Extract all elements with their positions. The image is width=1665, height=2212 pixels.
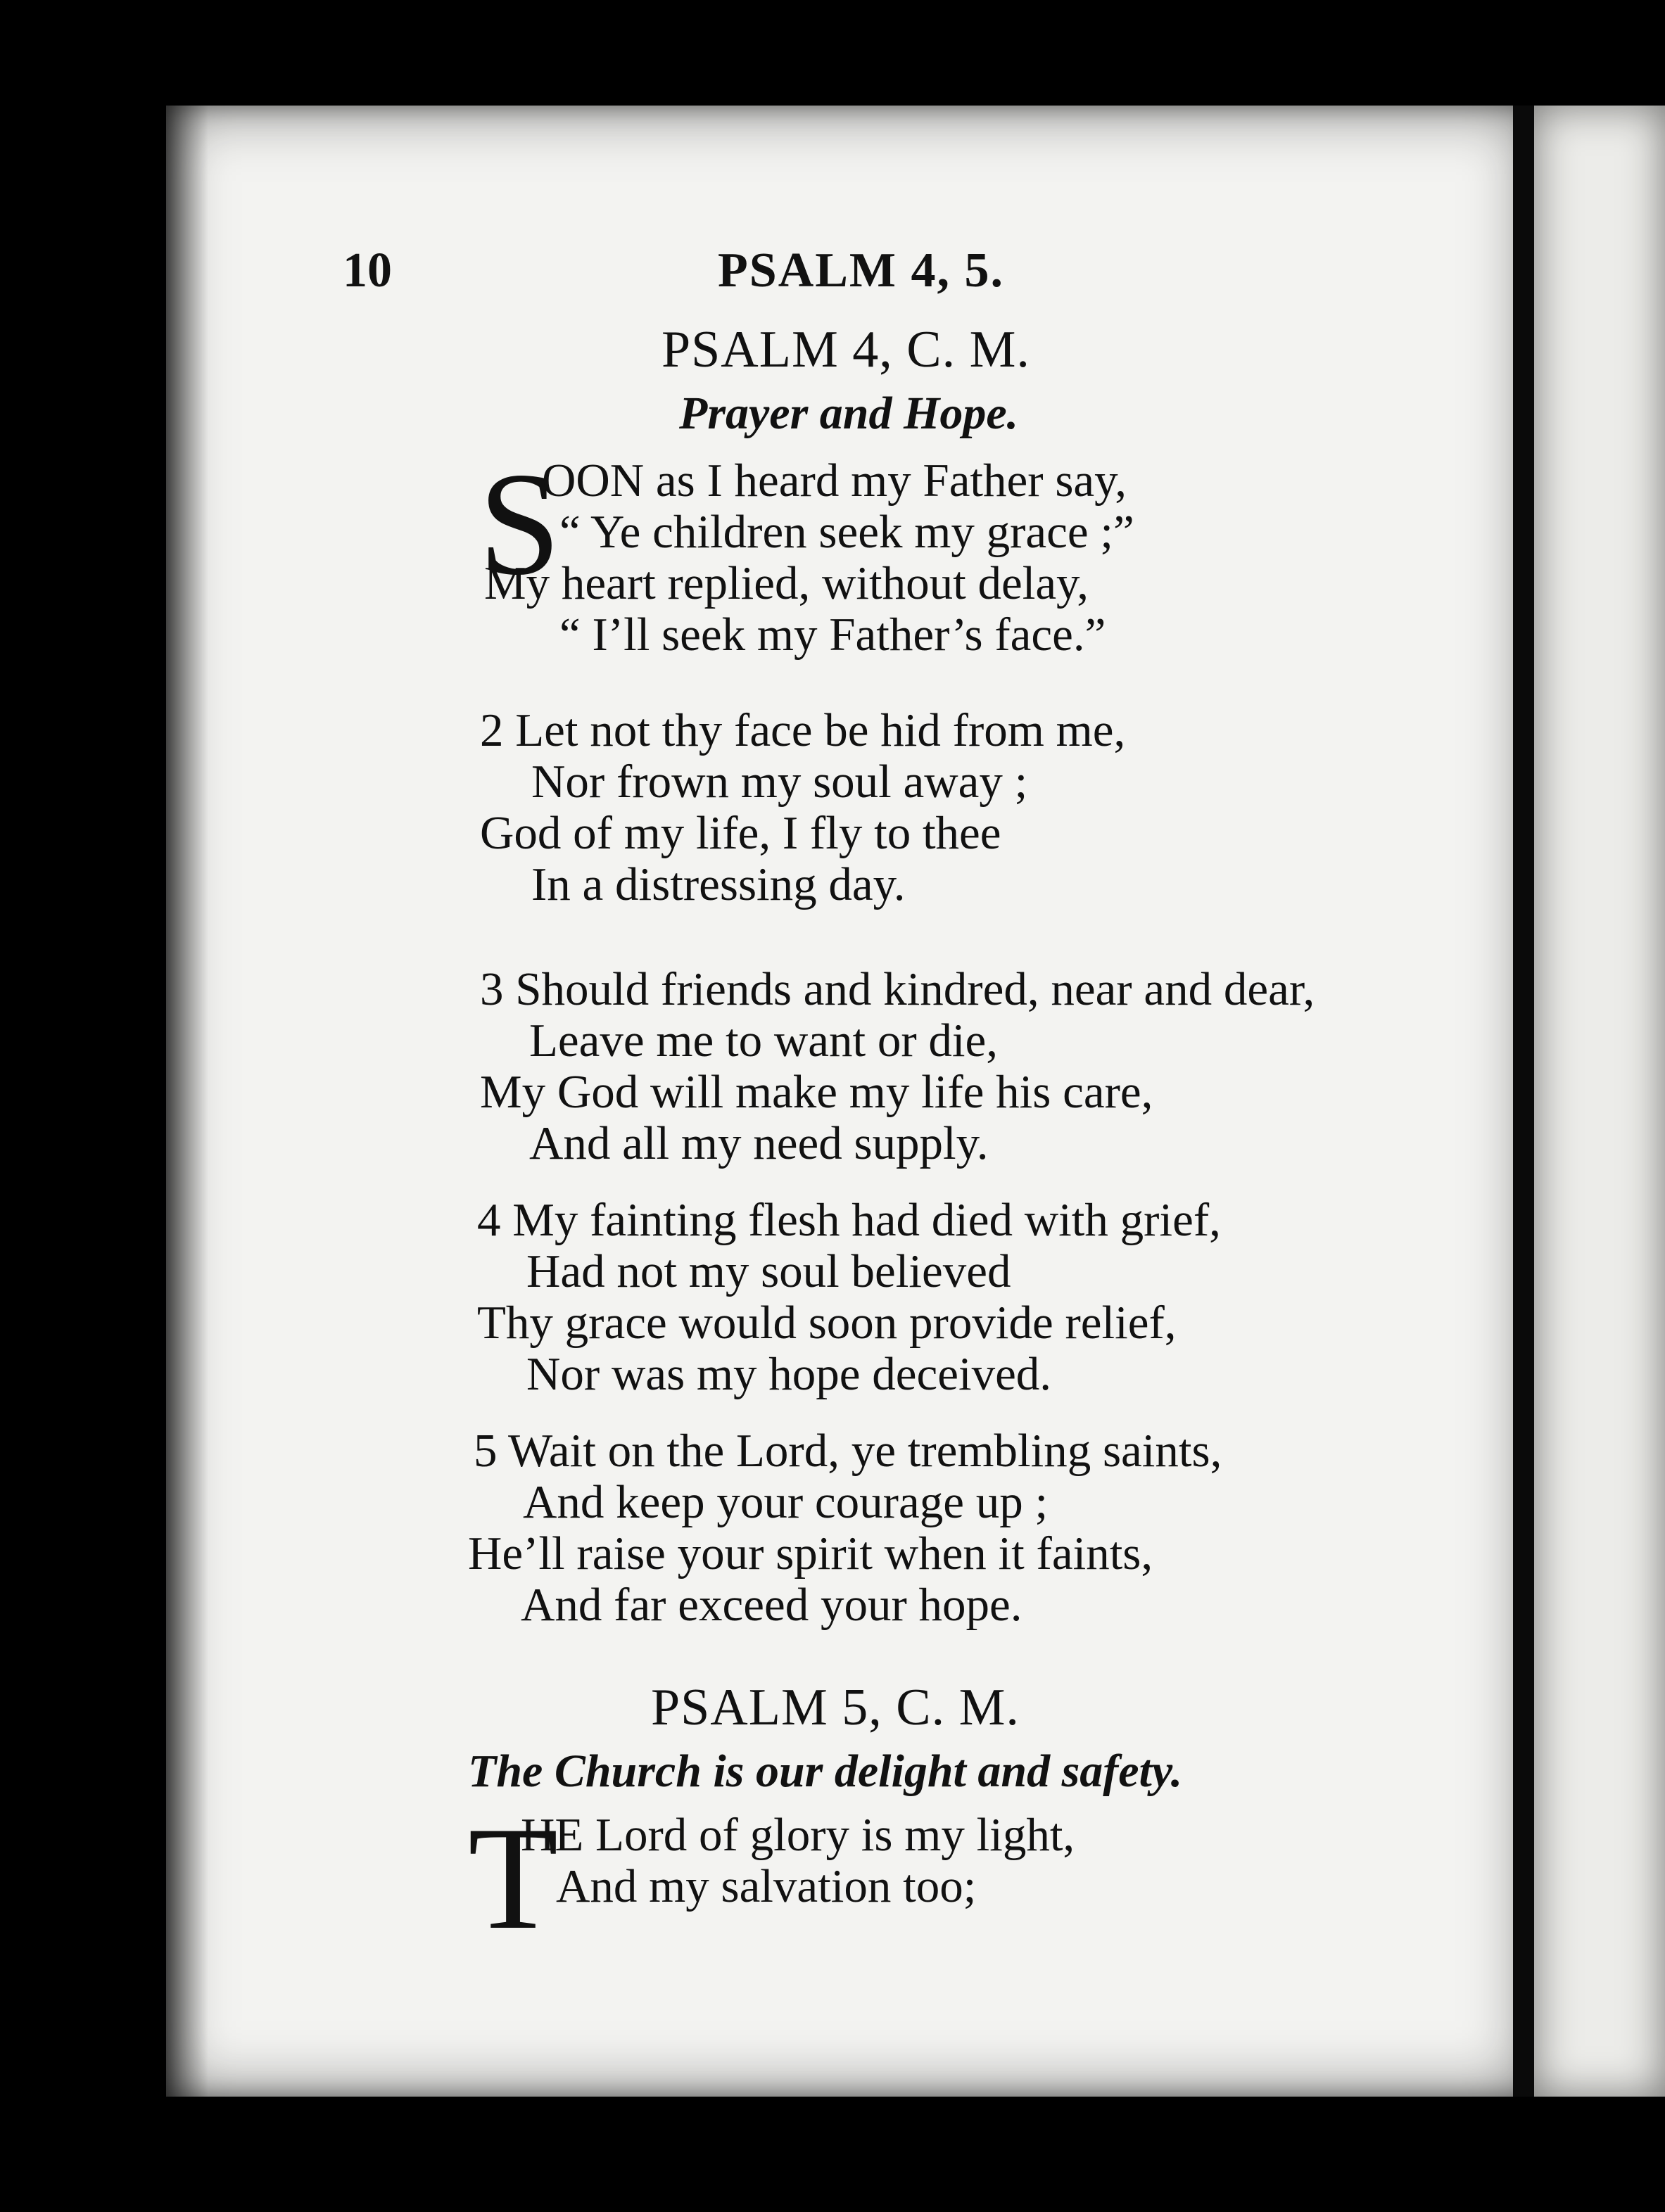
verse-line: In a distressing day. xyxy=(531,858,906,910)
verse-line: My God will make my life his care, xyxy=(480,1066,1153,1118)
spine-shadow xyxy=(166,106,208,2097)
psalm4-subtitle: Prayer and Hope. xyxy=(679,388,1019,439)
verse-line: OON as I heard my Father say, xyxy=(542,455,1127,507)
verse-line: “ Ye children seek my grace ;” xyxy=(559,506,1134,558)
verse-line: Nor was my hope deceived. xyxy=(526,1348,1052,1400)
verse-line: He’ll raise your spirit when it faints, xyxy=(468,1527,1153,1579)
verse-line: My heart replied, without delay, xyxy=(484,557,1089,609)
page-edge xyxy=(1513,106,1534,2097)
verse-line: 5 Wait on the Lord, ye trembling saints, xyxy=(474,1425,1222,1477)
facing-page xyxy=(1534,106,1665,2097)
verse-line: And all my need supply. xyxy=(529,1117,989,1169)
scan-border xyxy=(0,2097,1665,2212)
verse-line: And my salvation too; xyxy=(556,1860,977,1912)
drop-cap: T xyxy=(468,1797,559,1960)
psalm4-title: PSALM 4, C. M. xyxy=(661,321,1030,379)
verse-line: 4 My fainting flesh had died with grief, xyxy=(477,1194,1221,1246)
verse-line: “ I’ll seek my Father’s face.” xyxy=(559,609,1106,661)
psalm5-subtitle: The Church is our delight and safety. xyxy=(468,1746,1183,1797)
verse-line: 3 Should friends and kindred, near and dear, xyxy=(480,963,1315,1015)
verse-line: And keep your courage up ; xyxy=(523,1476,1049,1528)
verse-line: HE Lord of glory is my light, xyxy=(521,1809,1075,1861)
psalm5-title: PSALM 5, C. M. xyxy=(651,1679,1020,1736)
drop-cap: S xyxy=(479,443,561,606)
verse-line: Thy grace would soon provide relief, xyxy=(477,1297,1177,1349)
verse-line: 2 Let not thy face be hid from me, xyxy=(480,704,1126,756)
page-number: 10 xyxy=(343,243,392,298)
verse-line: Nor frown my soul away ; xyxy=(531,756,1028,808)
verse-line: And far exceed your hope. xyxy=(521,1579,1023,1631)
verse-line: God of my life, I fly to thee xyxy=(480,807,1001,859)
running-head: PSALM 4, 5. xyxy=(718,243,1004,298)
verse-line: Leave me to want or die, xyxy=(529,1015,999,1067)
verse-line: Had not my soul believed xyxy=(526,1245,1011,1297)
